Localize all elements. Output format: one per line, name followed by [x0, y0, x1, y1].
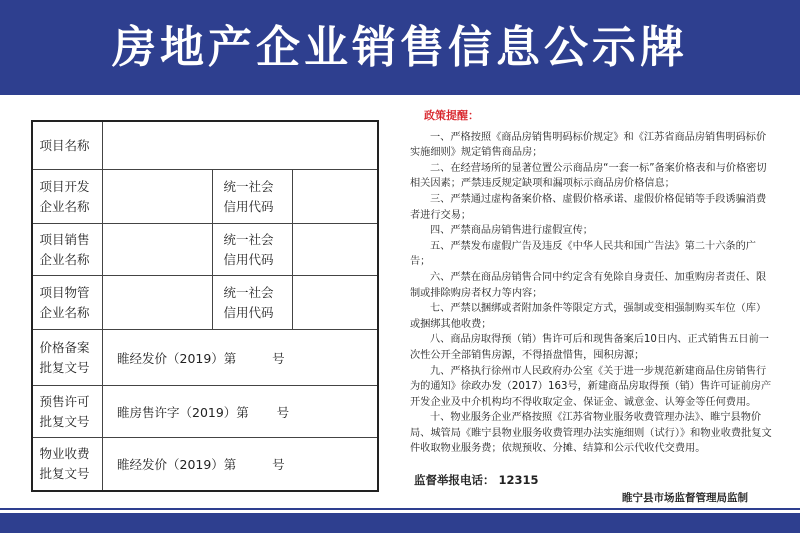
property-fee-label: 物业收费批复文号 [39, 446, 90, 481]
property-management-label: 项目物管企业名称 [39, 284, 90, 320]
policy-item: 九、严格执行徐州市人民政府办公室《关于进一步规范新建商品住房销售行为的通知》徐政办发（2017）163号，新建商品房取得预（销）售许可证前房产开发企业及中介机构均不得收取定金、保证金、诚意金、认筹金等任何费用。 [410, 365, 772, 408]
developer-value [103, 170, 213, 223]
policy-item: 二、在经营场所的显著位置公示商品房“一套一标”备案价格表和与价格密切相关因素；严禁违反规定缺项和漏项标示商品房价格信息； [410, 162, 767, 190]
project-name-value [103, 122, 377, 169]
table-row-sales-company [33, 224, 377, 276]
property-management-value [103, 276, 213, 329]
sales-company-value [103, 224, 213, 275]
table-row-price-filing [33, 330, 377, 386]
board-title: 房地产企业销售信息公示牌 [112, 22, 688, 73]
table-row-property-fee [33, 438, 377, 490]
table-row-property-management [33, 276, 377, 330]
table-row-project-name [33, 122, 377, 170]
policy-item: 三、严禁通过虚构备案价格、虚假价格承诺、虚假价格促销等手段诱骗消费者进行交易； [410, 193, 767, 221]
info-table [31, 120, 379, 492]
property-fee-value: 睢经发价（2019）第 号 [117, 457, 285, 472]
table-row-developer [33, 170, 377, 224]
footer-divider [0, 508, 800, 510]
property-credit-code-label: 统一社会信用代码 [223, 284, 274, 320]
policy-heading: 政策提醒： [424, 109, 479, 122]
sales-company-label: 项目销售企业名称 [39, 231, 90, 267]
developer-credit-code-label: 统一社会信用代码 [223, 178, 274, 214]
price-filing-label: 价格备案批复文号 [39, 339, 90, 375]
policy-item: 七、严禁以捆绑或者附加条件等限定方式，强制或变相强制购买车位（库）或捆绑其他收费； [410, 303, 767, 330]
footer-stripe [0, 513, 800, 533]
policy-item: 六、严禁在商品房销售合同中约定含有免除自身责任、加重购房者责任、限制或排除购房者权力等内容； [410, 271, 767, 299]
policy-item: 四、严禁商品房销售进行虚假宣传； [430, 225, 593, 237]
policy-reminders [410, 108, 776, 457]
report-hotline: 监督举报电话： 12315 [414, 473, 539, 487]
header-banner [0, 0, 800, 95]
policy-item: 十、物业服务企业严格按照《江苏省物业服务收费管理办法》、睢宁县物价局、城管局《睢宁县物业服务收费管理办法实施细则（试行）》和物业收费批复文件收取物业服务费；依规预收、分摊、结算和公示代收代交费用。 [410, 412, 772, 455]
policy-item: 一、严格按照《商品房销售明码标价规定》和《江苏省商品房销售明码标价实施细则》规定销售商品房； [410, 131, 767, 159]
sales-credit-code-label: 统一社会信用代码 [223, 231, 274, 267]
project-name-label: 项目名称 [39, 137, 90, 153]
policy-item: 八、商品房取得预（销）售许可后和现售备案后10日内、正式销售五日前一次性公开全部销售房源，不得捂盘惜售，囤积房源； [410, 334, 769, 361]
price-filing-value: 睢经发价（2019）第 号 [117, 350, 285, 366]
developer-label: 项目开发企业名称 [39, 178, 90, 214]
table-row-presale-permit [33, 386, 377, 438]
supervisor-credit: 睢宁县市场监督管理局监制 [622, 492, 748, 504]
presale-permit-value: 睢房售许字（2019）第 号 [117, 404, 290, 420]
presale-permit-label: 预售许可批复文号 [39, 393, 90, 429]
policy-item: 五、严禁发布虚假广告及违反《中华人民共和国广告法》第二十六条的广告； [410, 240, 756, 268]
